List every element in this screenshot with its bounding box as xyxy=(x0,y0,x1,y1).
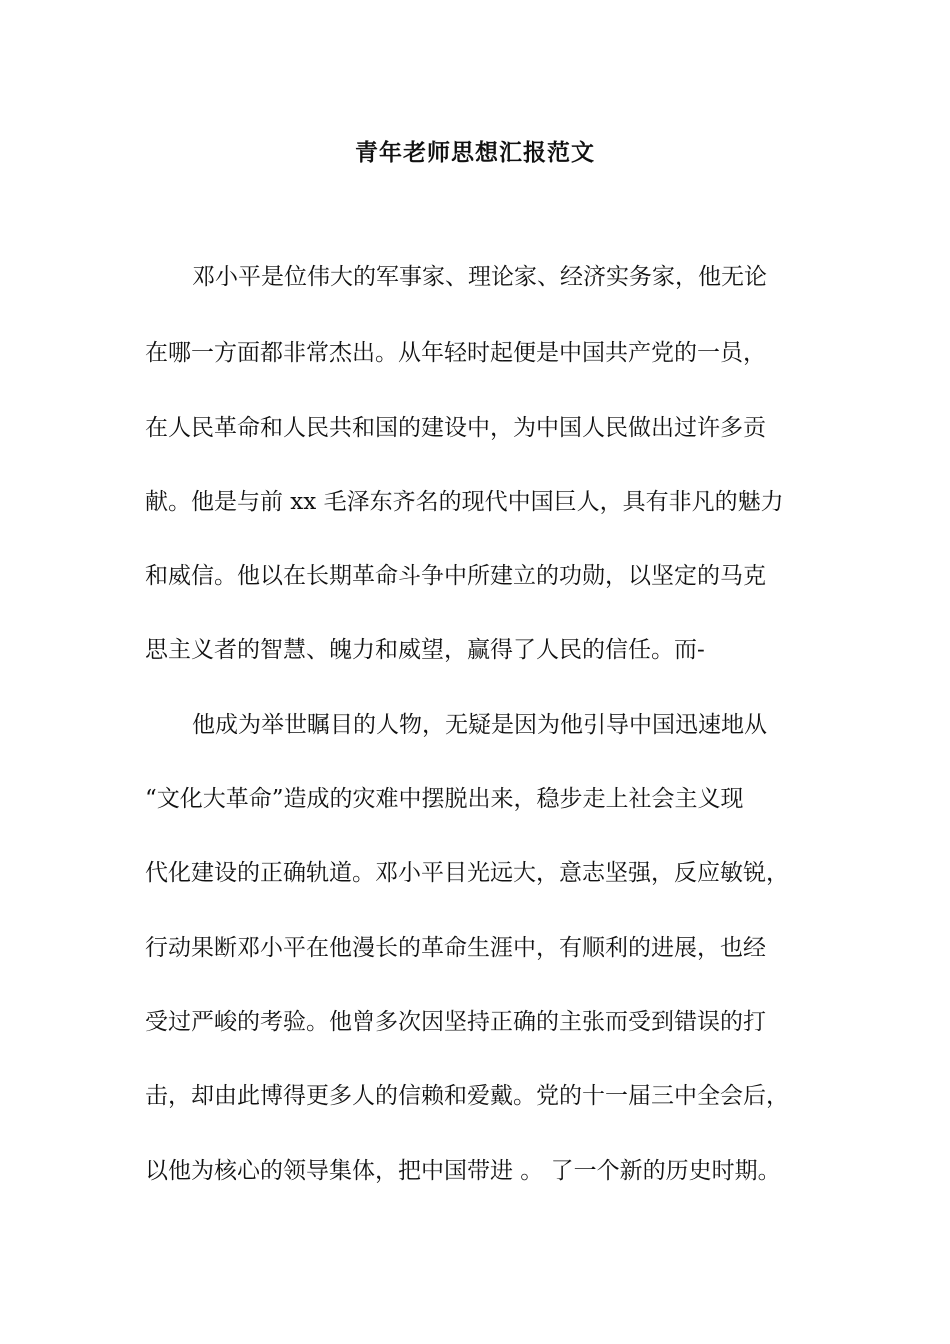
paragraph-2-line-6: 击，却由此博得更多人的信赖和爱戴。党的十一届三中全会后， xyxy=(145,1083,789,1109)
paragraph-1-line-4: 献。他是与前 xx 毛泽东齐名的现代中国巨人，具有非凡的魅力 xyxy=(145,489,784,515)
paragraph-1-line-6: 思主义者的智慧、魄力和威望，赢得了人民的信任。而- xyxy=(145,637,705,663)
paragraph-2-line-3: 代化建设的正确轨道。邓小平目光远大，意志坚强，反应敏锐， xyxy=(145,860,789,886)
paragraph-2-line-2: “文化大革命”造成的灾难中摆脱出来，稳步走上社会主义现 xyxy=(145,786,744,812)
paragraph-2-line-4: 行动果断邓小平在他漫长的革命生涯中，有顺利的进展，也经 xyxy=(145,935,766,961)
paragraph-1-line-3: 在人民革命和人民共和国的建设中，为中国人民做出过许多贡 xyxy=(145,415,766,441)
document-title: 青年老师思想汇报范文 xyxy=(355,139,595,166)
paragraph-1-line-2: 在哪一方面都非常杰出。从年轻时起便是中国共产党的一员， xyxy=(145,340,766,366)
paragraph-1-line-1: 邓小平是位伟大的军事家、理论家、经济实务家，他无论 xyxy=(192,264,767,290)
paragraph-1-line-5: 和威信。他以在长期革命斗争中所建立的功勋，以坚定的马克 xyxy=(145,563,766,589)
paragraph-2-line-1: 他成为举世瞩目的人物，无疑是因为他引导中国迅速地从 xyxy=(192,712,767,738)
paragraph-2-line-7: 以他为核心的领导集体，把中国带进 。 了一个新的历史时期。 xyxy=(145,1158,781,1184)
paragraph-2-line-5: 受过严峻的考验。他曾多次因坚持正确的主张而受到错误的打 xyxy=(145,1009,766,1035)
